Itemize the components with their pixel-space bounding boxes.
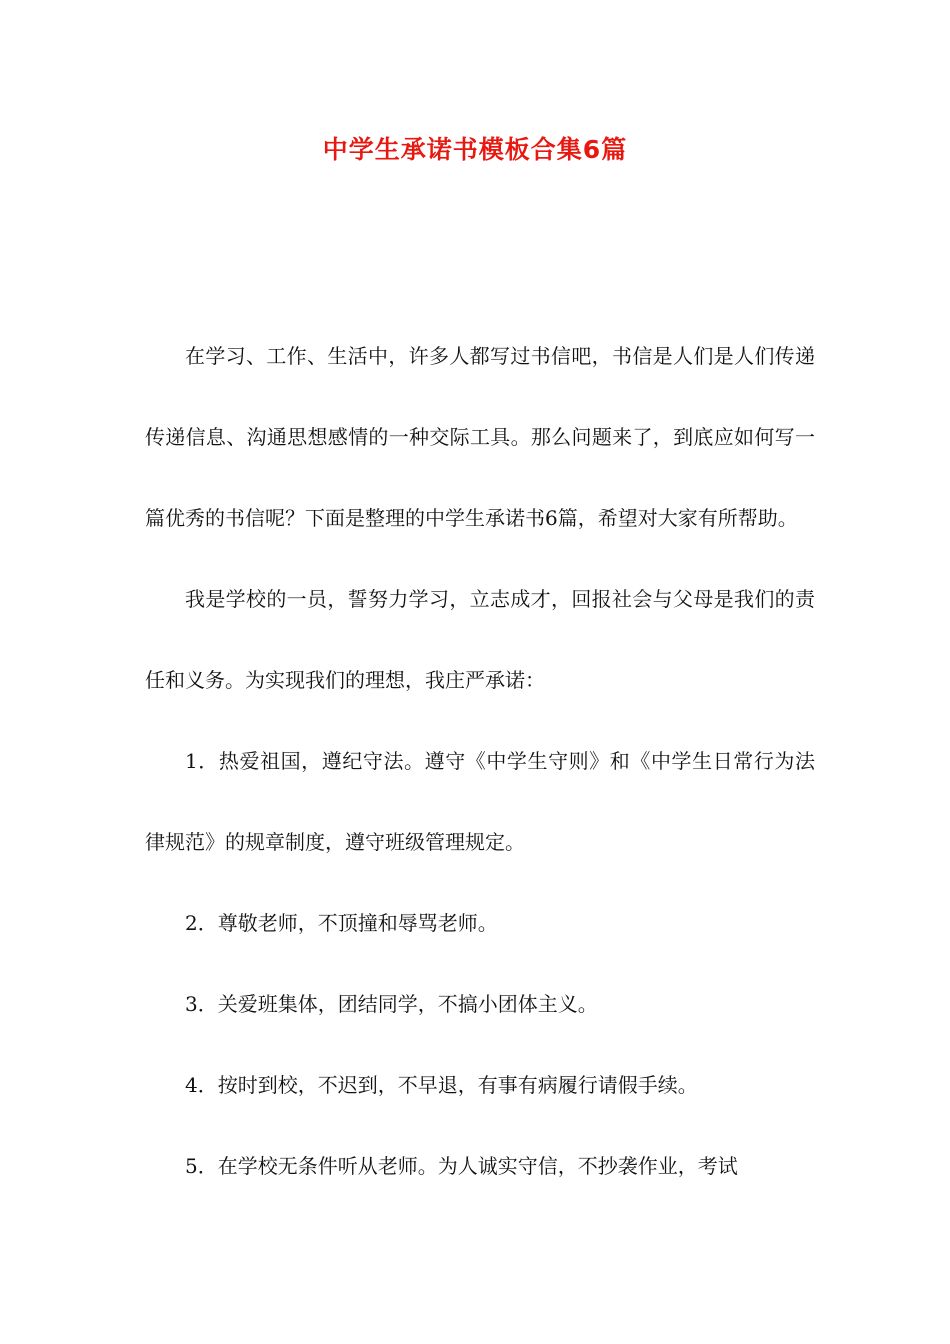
paragraph-item-5: 5．在学校无条件听从老师。为人诚实守信，不抄袭作业，考试 (185, 1154, 738, 1178)
document-title: 中学生承诺书模板合集6篇 (322, 135, 628, 164)
paragraph-item-1: 1．热爱祖国，遵纪守法。遵守《中学生守则》和《中学生日常行为法律规范》的规章制度，遵守班级管理规定。 (145, 749, 815, 854)
paragraph-item-3: 3．关爱班集体，团结同学，不搞小团体主义。 (185, 992, 598, 1016)
paragraph-intro: 在学习、工作、生活中，许多人都写过书信吧，书信是人们是人们传递传递信息、沟通思想感情的一种交际工具。那么问题来了，到底应如何写一篇优秀的书信呢？下面是整理的中学生承诺书6篇，希望对大家有所帮助。 (145, 344, 815, 530)
paragraph-pledge-intro: 我是学校的一员，誓努力学习，立志成才，回报社会与父母是我们的责任和义务。为实现我们的理想，我庄严承诺： (145, 587, 815, 692)
document-body (145, 316, 815, 1207)
paragraph-item-4: 4．按时到校，不迟到，不早退，有事有病履行请假手续。 (185, 1073, 698, 1097)
paragraph-item-2: 2．尊敬老师，不顶撞和辱骂老师。 (185, 911, 498, 935)
